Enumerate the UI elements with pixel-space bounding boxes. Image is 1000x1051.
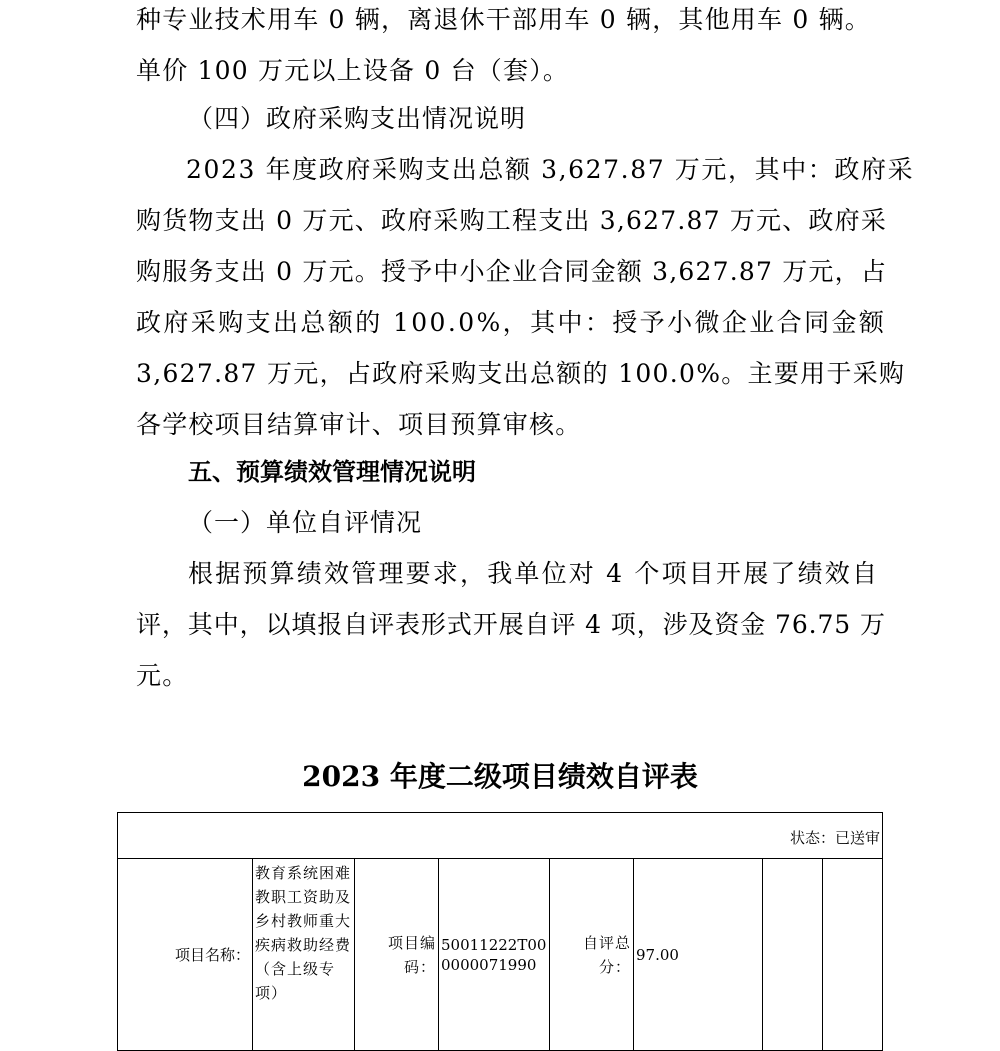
project-code-label: 项目编码： [355,859,439,1051]
text-line: 各学校项目结算审计、项目预算审核。 [136,410,582,439]
section-heading-self-evaluation: （一）单位自评情况 [188,508,423,537]
table-title: 2023 年度二级项目绩效自评表 [302,760,698,793]
text-line: 购服务支出 0 万元。授予中小企业合同金额 3,627.87 万元，占 [136,257,888,286]
score-value: 97.00 [634,859,763,1051]
text-line: 政府采购支出总额的 100.0%，其中：授予小微企业合同金额 [136,308,887,337]
table-row [118,813,883,859]
evaluation-table [117,812,883,1051]
text-line: 评，其中，以填报自评表形式开展自评 4 项，涉及资金 76.75 万 [136,610,886,639]
text-line: 元。 [136,661,189,690]
empty-cell [763,859,823,1051]
text-line: 种专业技术用车 0 辆，离退休干部用车 0 辆，其他用车 0 辆。 [136,5,871,34]
paragraph-self-evaluation [136,548,886,701]
section-heading-procurement: （四）政府采购支出情况说明 [188,104,527,133]
table-row [118,859,883,1051]
text-line: 3,627.87 万元，占政府采购支出总额的 100.0%。主要用于采购 [136,359,906,388]
paragraph-procurement [136,144,915,450]
paragraph-vehicles [136,0,876,96]
project-name-label: 项目名称： [118,859,253,1051]
status-cell [118,813,883,859]
text-line: 购货物支出 0 万元、政府采购工程支出 3,627.87 万元、政府采 [136,206,888,235]
text-line: 单价 100 万元以上设备 0 台（套）。 [136,56,570,85]
project-code-value: 50011222T000000071990 [439,859,550,1051]
empty-cell [823,859,883,1051]
text-line: 根据预算绩效管理要求，我单位对 4 个项目开展了绩效自 [188,559,880,588]
text-line: 2023 年度政府采购支出总额 3,627.87 万元，其中：政府采 [186,155,915,184]
project-name-value: 教育系统困难教职工资助及乡村教师重大疾病救助经费（含上级专项） [253,859,355,1051]
score-label: 自评总分： [550,859,634,1051]
section-heading-performance: 五、预算绩效管理情况说明 [188,458,476,486]
status-text: 状态：已送审 [790,829,881,847]
